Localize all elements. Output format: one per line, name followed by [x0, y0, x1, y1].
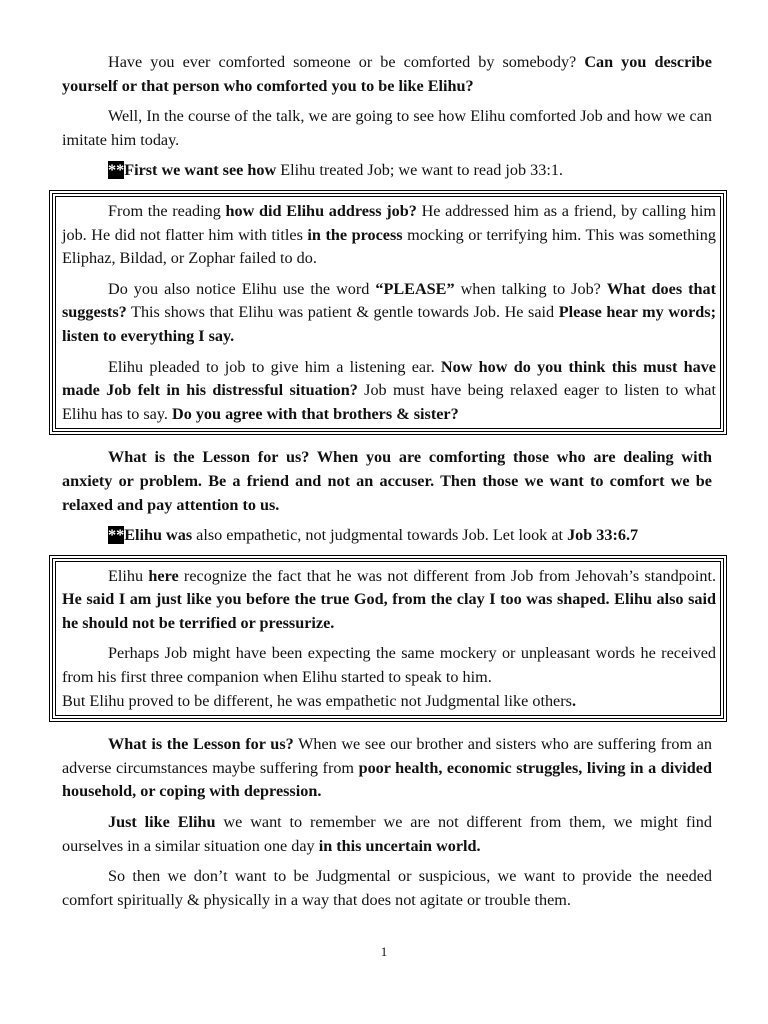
text: Well, In the course of the talk, we are going to see how Elihu comforted Job and how we can imitate him today. [62, 107, 712, 149]
bold-text: Please hear my words; listen to everything I say. [62, 303, 716, 345]
text: Elihu treated Job; we want to read job 33:1. [276, 161, 563, 180]
bold-text: in the process [307, 225, 403, 244]
bold-text: how did Elihu address job? [225, 201, 417, 220]
box-paragraph [62, 356, 716, 427]
bold-text: What is the Lesson for us? When you are comforting those who are dealing with anxiety or problem. Be a friend and not an accuser. Then those we want to comfort we be relaxed and pay attention to us. [62, 448, 712, 514]
talk-overview-paragraph [62, 105, 712, 152]
text: Job must have being relaxed eager to listen to what Elihu has to say. [62, 381, 716, 423]
bold-text: Can you describe yourself or that person who comforted you to be like Elihu? [62, 53, 712, 95]
bold-text: Do you agree with that brothers & sister? [172, 404, 459, 423]
elihu-empathy-box [52, 558, 724, 720]
page-number: 1 [380, 944, 388, 959]
bold-text: poor health, economic struggles, living in a divided household, or coping with depression. [62, 758, 712, 801]
text: Have you ever comforted someone or be comforted by somebody? [108, 53, 585, 71]
text: recognize the fact that he was not different from Job from Jehovah’s standpoint. [178, 566, 716, 585]
elihu-address-box [52, 193, 724, 432]
just-like-elihu-paragraph [62, 811, 712, 858]
lesson-paragraph [62, 733, 712, 804]
box-paragraph [62, 200, 716, 271]
lesson-paragraph [62, 446, 712, 517]
text: From the reading [108, 201, 226, 220]
text: When we see our brother and sisters who are suffering from an adverse circumstances maybe suffering from [62, 735, 713, 777]
bold-text: First we want see how [124, 161, 277, 180]
bold-text: “PLEASE” [375, 279, 455, 298]
bold-text: He said I am just like you before the true God, from the clay I too was shaped. Elihu also said he should not be terrified or pressurize. [62, 590, 716, 632]
bold-text: Elihu was [124, 526, 193, 545]
first-point-paragraph [62, 159, 712, 183]
bold-text: . [571, 691, 576, 710]
text: Do you also notice Elihu use the word [108, 279, 376, 298]
text: Elihu [108, 566, 149, 585]
document-page [62, 51, 716, 912]
bold-text: in this uncertain world. [318, 836, 481, 855]
text: we want to remember we are not different from them, we might find ourselves in a similar situation one day [62, 813, 712, 855]
box-paragraph [62, 642, 716, 713]
bold-text: Now how do you think this must have made Job felt in his distressful situation? [62, 357, 716, 400]
box-paragraph [62, 278, 716, 349]
conclusion-paragraph [62, 865, 712, 912]
text: Perhaps Job might have been expecting the same mockery or unpleasant words he received from his first three companion when Elihu started to speak to him. [62, 644, 716, 687]
highlight-marker: ** [108, 526, 125, 545]
bold-text: here [148, 566, 179, 585]
bold-text: What is the Lesson for us? [108, 735, 294, 754]
text: also empathetic, not judgmental towards Job. Let look at [192, 526, 568, 545]
bold-text: Just like Elihu [108, 813, 216, 832]
bold-text: What does that suggests? [62, 279, 716, 322]
box-paragraph [62, 565, 716, 636]
second-point-paragraph [62, 524, 712, 548]
bold-text: Job 33:6.7 [567, 526, 639, 545]
intro-paragraph [62, 51, 712, 98]
text: Elihu pleaded to job to give him a listening ear. [108, 357, 441, 376]
highlight-marker: ** [108, 161, 125, 180]
text: This shows that Elihu was patient & gentle towards Job. He said [126, 303, 559, 322]
text: But Elihu proved to be different, he was empathetic not Judgmental like others [62, 691, 572, 710]
text: He addressed him as a friend, by calling him job. He did not flatter him with titles [62, 201, 716, 244]
text: when talking to Job? [454, 279, 607, 298]
text: mocking or terrifying him. This was something Eliphaz, Bildad, or Zophar failed to do. [62, 225, 716, 268]
text: So then we don’t want to be Judgmental or suspicious, we want to provide the needed comfort spiritually & physically in a way that does not agitate or trouble them. [62, 867, 712, 909]
